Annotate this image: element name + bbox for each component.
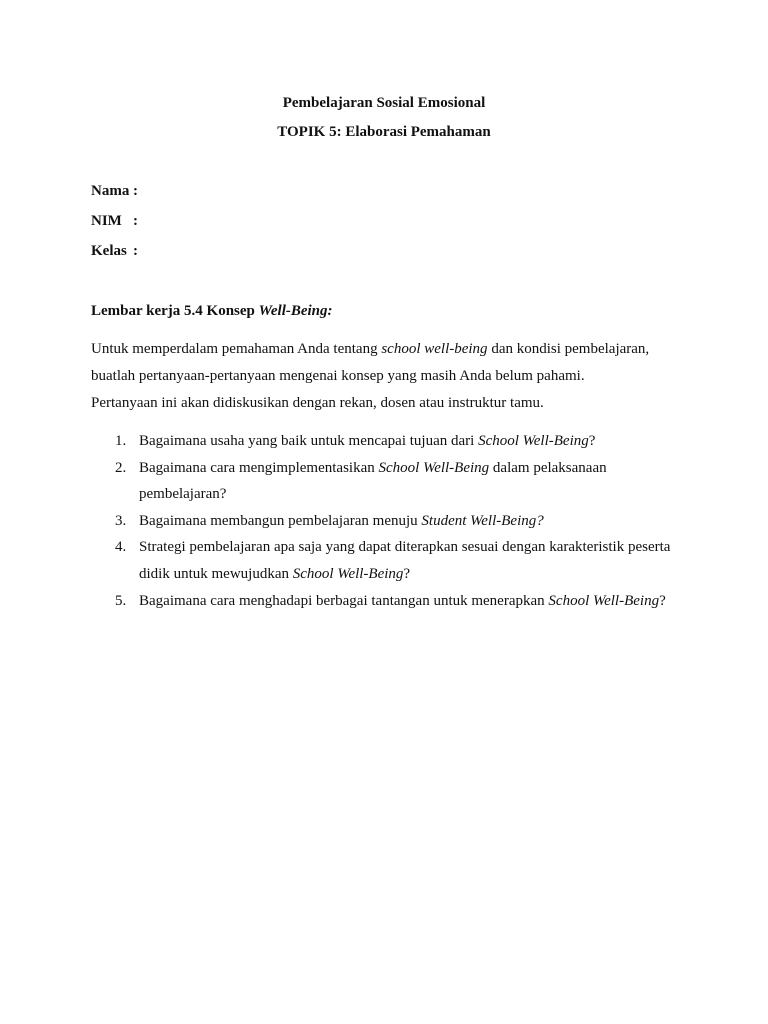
question-4-l2a: didik untuk mewujudkan	[139, 566, 293, 582]
question-3-number: 3.	[115, 513, 127, 529]
question-1-a: Bagaimana usaha yang baik untuk mencapai tujuan dari	[139, 433, 479, 449]
question-2-b: School Well-Being	[378, 460, 490, 476]
intro-line-1	[91, 340, 691, 358]
question-1-c: ?	[588, 433, 596, 449]
field-nama-sep: :	[133, 183, 138, 199]
question-2-a: Bagaimana cara mengimplementasikan	[139, 460, 379, 476]
section-heading-italic: Well-Being:	[258, 303, 333, 319]
question-1-text	[139, 432, 595, 450]
question-4-l2c: ?	[403, 566, 411, 582]
question-4-l2b: School Well-Being	[292, 566, 404, 582]
document-subtitle: TOPIK 5: Elaborasi Pemahaman	[277, 124, 491, 140]
question-5-text	[139, 592, 666, 610]
question-1-b: School Well-Being	[478, 433, 589, 449]
intro-l1-a: Untuk memperdalam pemahaman Anda tentang	[91, 341, 382, 357]
field-nama	[91, 182, 138, 200]
question-5-c: ?	[659, 593, 666, 609]
question-5-number: 5.	[115, 593, 127, 609]
document-title: Pembelajaran Sosial Emosional	[282, 95, 486, 111]
field-kelas	[91, 242, 138, 260]
field-nim-sep: :	[133, 213, 138, 229]
section-heading-prefix: Lembar kerja 5.4 Konsep	[91, 303, 259, 319]
field-nim-label: NIM	[91, 213, 122, 229]
question-4-number: 4.	[115, 539, 127, 555]
section-heading	[91, 302, 333, 320]
field-nama-label: Nama	[91, 183, 130, 199]
field-nim	[91, 212, 138, 230]
question-3-a: Bagaimana membangun pembelajaran menuju	[139, 513, 422, 529]
question-2-number: 2.	[115, 460, 127, 476]
question-5-b: School Well-Being	[548, 593, 660, 609]
question-2-line-2: pembelajaran?	[139, 486, 227, 502]
question-2-c: dalam pelaksanaan	[489, 460, 607, 476]
question-2-text	[139, 459, 607, 477]
question-3-b: Student Well-Being?	[421, 513, 544, 529]
question-4-text: Strategi pembelajaran apa saja yang dapat diterapkan sesuai dengan karakteristik peserta	[139, 539, 671, 555]
question-4-line-2	[139, 565, 410, 583]
question-5-a: Bagaimana cara menghadapi berbagai tantangan untuk menerapkan	[139, 593, 549, 609]
intro-l1-c: dan kondisi pembelajaran,	[487, 341, 650, 357]
question-1-number: 1.	[115, 433, 127, 449]
field-kelas-label: Kelas	[91, 243, 127, 259]
intro-l1-b: school well-being	[381, 341, 488, 357]
intro-line-3: Pertanyaan ini akan didiskusikan dengan rekan, dosen atau instruktur tamu.	[91, 395, 544, 411]
question-3-text	[139, 512, 544, 530]
intro-line-2: buatlah pertanyaan-pertanyaan mengenai konsep yang masih Anda belum pahami.	[91, 368, 585, 384]
field-kelas-sep: :	[133, 243, 138, 259]
